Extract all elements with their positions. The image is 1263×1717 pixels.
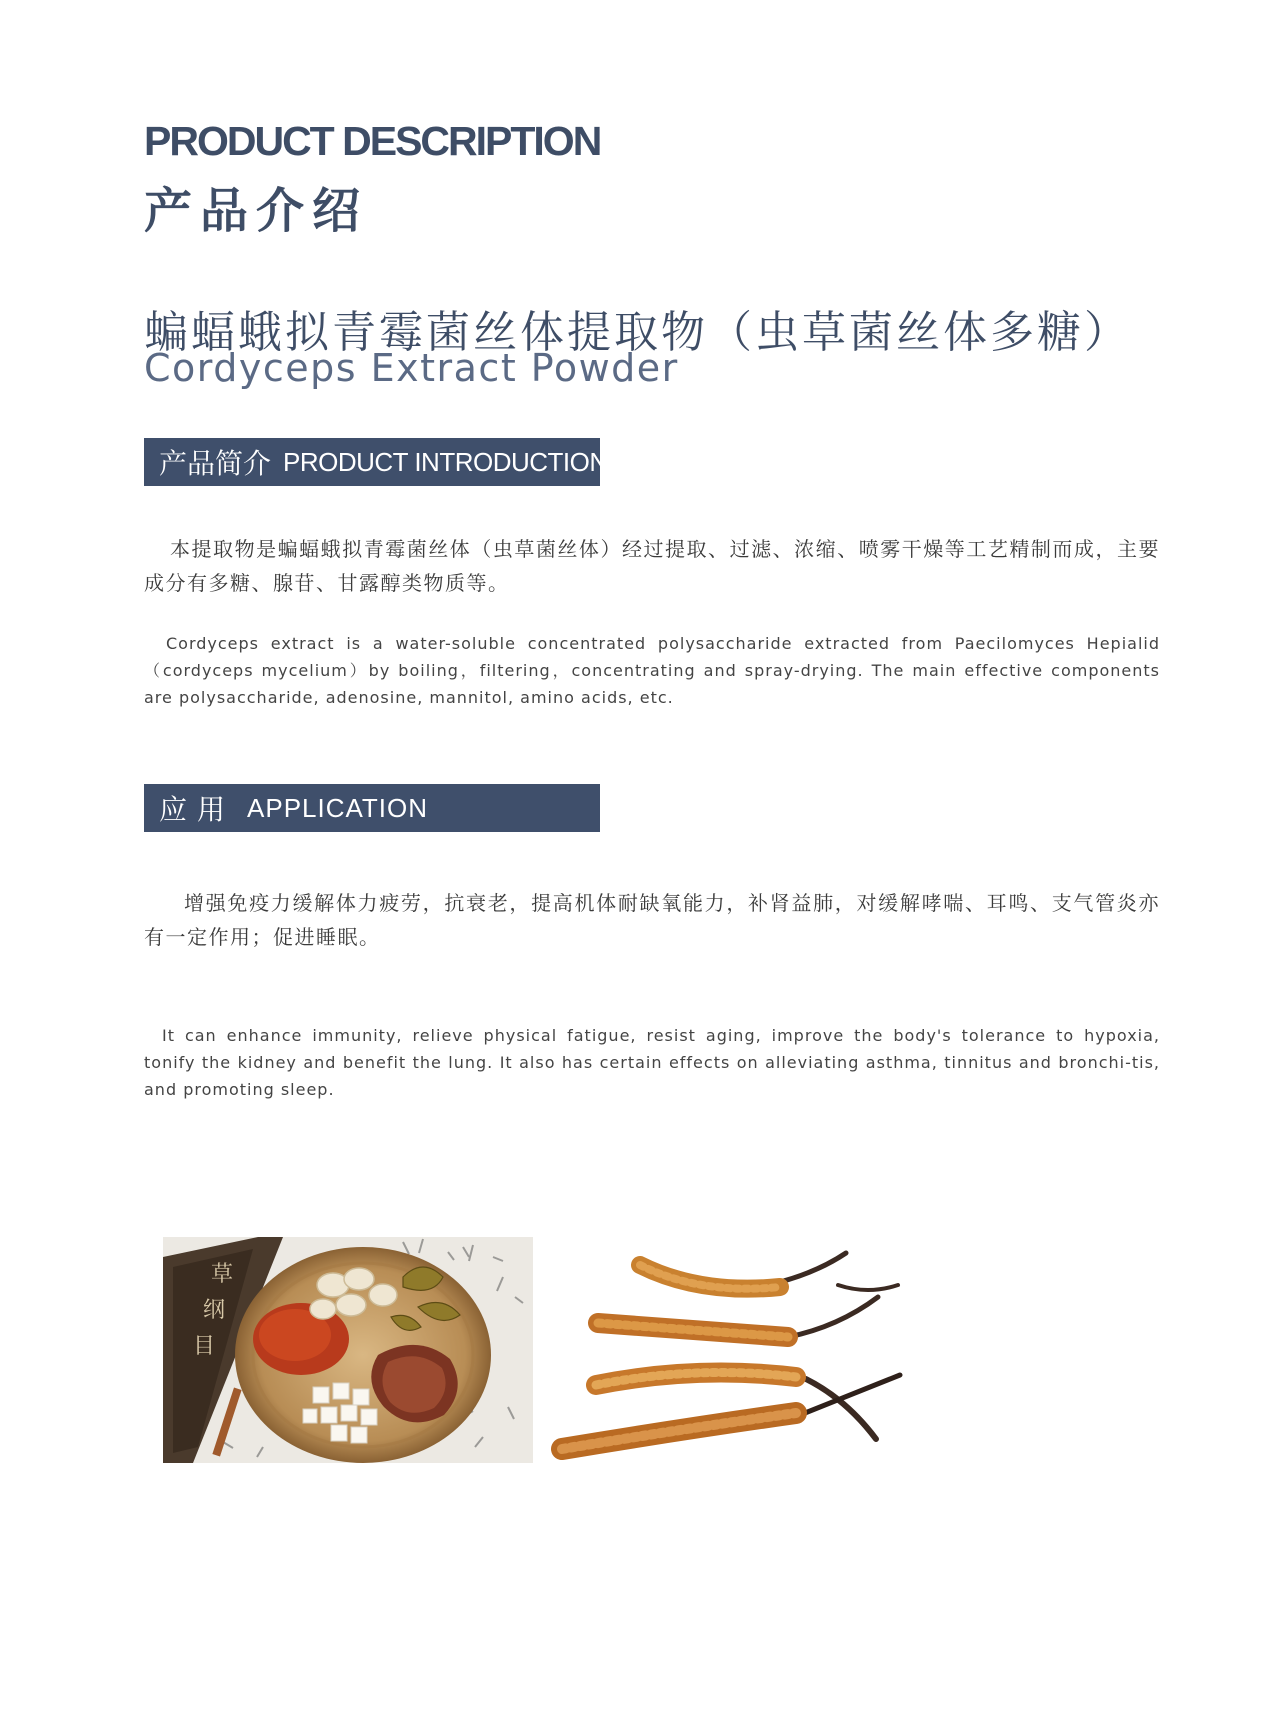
introduction-text-en: Cordyceps extract is a water-soluble concentrated polysaccharide extracted from Paecilomyces Hepialid（cordyceps mycelium）by boiling，filtering，concentrating and spray-drying. The main effective components are polysaccharide, adenosine, mannitol, amino acids, etc.: [144, 634, 1160, 707]
herbs-tray-photo: [163, 1237, 533, 1463]
section-label-en: APPLICATION: [247, 792, 429, 823]
svg-text:纲: 纲: [203, 1298, 226, 1323]
herbs-tray-illustration: [163, 1237, 533, 1463]
section-header-introduction: [144, 438, 608, 486]
section-label-cn: 应用: [159, 793, 236, 826]
product-name-en: Cordyceps Extract Powder: [144, 346, 679, 390]
introduction-text-cn: 本提取物是蝙蝠蛾拟青霉菌丝体（虫草菌丝体）经过提取、过滤、浓缩、喷雾干燥等工艺精制而成，主要成分有多糖、腺苷、甘露醇类物质等。: [144, 537, 1160, 595]
cordyceps-photo: [548, 1237, 916, 1463]
application-text-cn: 增强免疫力缓解体力疲劳，抗衰老，提高机体耐缺氧能力，补肾益肺，对缓解哮喘、耳鸣、支气管炎亦有一定作用；促进睡眠。: [144, 891, 1160, 949]
section-label-cn: 产品简介: [159, 447, 272, 480]
application-text-en: It can enhance immunity, relieve physical fatigue, resist aging, improve the body's tolerance to hypoxia, tonify the kidney and benefit the lung. It also has certain effects on alleviating asthma, tinnitus and bronchi-tis, and promoting sleep.: [144, 1026, 1160, 1099]
svg-text:草: 草: [211, 1262, 234, 1287]
page-title-cn: 产品介绍: [144, 183, 369, 239]
svg-text:目: 目: [193, 1334, 216, 1359]
page-title-en: PRODUCT DESCRIPTION: [144, 118, 601, 164]
product-name-cn: 蝙蝠蛾拟青霉菌丝体提取物（虫草菌丝体多糖）: [144, 307, 1131, 358]
section-label-en: PRODUCT INTRODUCTION: [283, 446, 608, 477]
section-header-application: [144, 784, 600, 832]
cordyceps-illustration: [548, 1237, 916, 1463]
